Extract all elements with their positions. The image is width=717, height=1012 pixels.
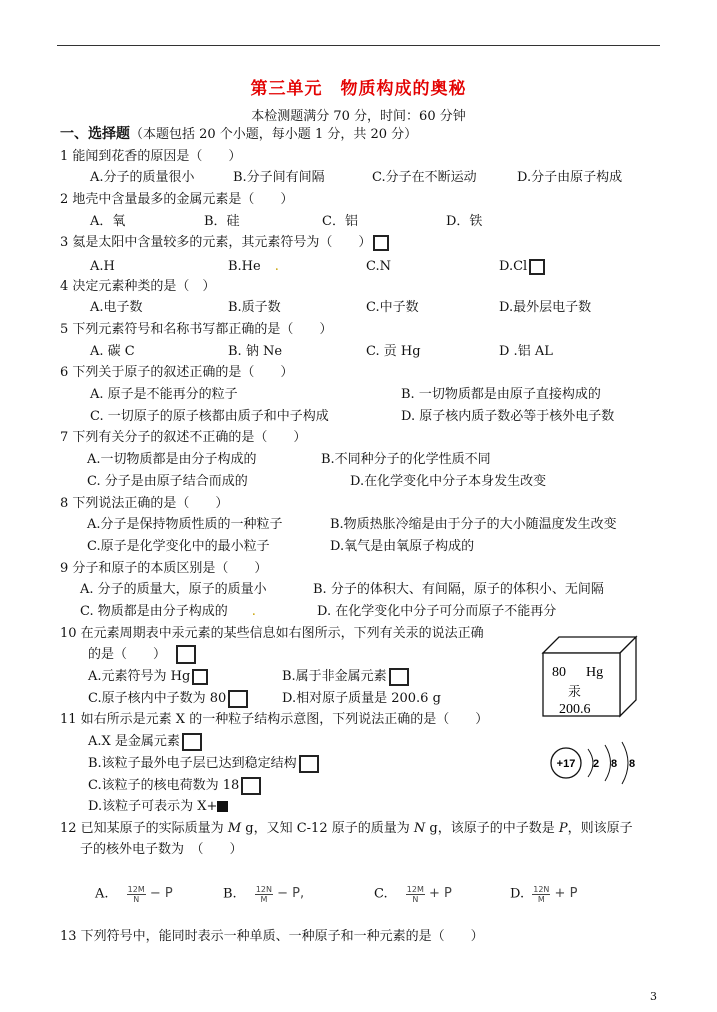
fraction-denominator: M: [260, 894, 268, 904]
q2-stem: 2 地壳中含量最多的金属元素是（ ）: [60, 192, 294, 207]
fraction-denominator: N: [133, 894, 140, 904]
q12-stem-part: ，则该原子: [567, 821, 633, 836]
answer-box: [373, 235, 389, 251]
q4-stem: 4 决定元素种类的是（ ）: [60, 279, 216, 294]
q12-option-d-label: D.: [510, 886, 525, 902]
section-note: （本题包括 20 个小题，每小题 1 分，共 20 分）: [130, 127, 418, 142]
q4-option-c: C.中子数: [366, 300, 419, 315]
expression-tail: − P: [149, 886, 173, 901]
q3-option-a: A.H: [90, 259, 115, 274]
q12-stem-part: 12 已知某原子的实际质量为: [60, 821, 228, 836]
q10-option-b-line: [282, 667, 409, 687]
q13-stem: 13 下列符号中，能同时表示一种单质、一种原子和一种元素的是（ ）: [60, 929, 484, 944]
fraction: [406, 885, 425, 904]
q8-option-d: D.氧气是由氧原子构成的: [330, 539, 475, 554]
q5-option-b: B. 钠 Ne: [228, 344, 283, 359]
q11-option-a-line: [88, 732, 202, 752]
q10-option-c: C.原子核内中子数为 80: [88, 691, 227, 706]
q12-stem-part: g，该原子的中子数是: [425, 821, 559, 836]
q12-var-n: N: [413, 821, 426, 836]
q5-stem: 5 下列元素符号和名称书写都正确的是（ ）: [60, 322, 333, 337]
q1-stem: 1 能闻到花香的原因是（ ）: [60, 149, 242, 164]
q7-stem: 7 下列有关分子的叙述不正确的是（ ）: [60, 430, 307, 445]
q12-stem-part: g，又知 C-12 原子的质量为: [241, 821, 414, 836]
section-heading: 一、选择题: [60, 126, 130, 142]
q9-option-d: D. 在化学变化中分子可分而原子不能再分: [317, 604, 557, 619]
q4-option-a: A.电子数: [90, 300, 143, 315]
q1-option-c: C.分子在不断运动: [372, 170, 477, 185]
q6-option-b: B. 一切物质都是由原子直接构成的: [401, 387, 601, 402]
q9-option-c-line: C. 物质都是由分子构成的 .: [80, 604, 256, 619]
q7-option-a: A.一切物质都是由分子构成的: [87, 452, 257, 467]
q8-option-c: C.原子是化学变化中的最小粒子: [87, 539, 270, 554]
q1-option-d: D.分子由原子构成: [517, 170, 623, 185]
answer-box: [299, 755, 319, 773]
fraction-denominator: N: [412, 894, 419, 904]
answer-box: [176, 645, 196, 664]
q10-option-c-line: [88, 689, 248, 709]
shell2-electrons: 8: [610, 758, 618, 770]
nucleus-charge: +17: [556, 758, 576, 770]
atomic-mass: 200.6: [559, 702, 591, 717]
q3-option-b: B.He: [228, 259, 261, 274]
q12-var-m: M: [227, 821, 242, 836]
q5-option-a: A. 碳 C: [90, 344, 135, 359]
fraction-numerator: 12N: [255, 884, 272, 894]
q10-option-a: A.元素符号为 Hg: [88, 669, 191, 684]
q3-stem: 3 氦是太阳中含量较多的元素，其元素符号为（ ）: [60, 235, 372, 250]
q9-stem: 9 分子和原子的本质区别是（ ）: [60, 561, 268, 576]
q1-option-a: A.分子的质量很小: [90, 170, 195, 185]
q9-option-a: A. 分子的质量大，原子的质量小: [80, 582, 267, 597]
q10-stem: 10 在元素周期表中汞元素的某些信息如右图所示，下列有关汞的说法正确: [60, 626, 484, 641]
q11-option-a: A.X 是金属元素: [88, 734, 180, 749]
q10-stem2: 的是（ ）: [88, 647, 167, 662]
fraction-numerator: 12M: [127, 884, 145, 894]
q8-option-b: B.物质热胀冷缩是由于分子的大小随温度发生改变: [330, 517, 617, 532]
page-title: 第三单元 物质构成的奥秘: [250, 79, 467, 99]
q12-option-c: [374, 884, 452, 904]
filled-box: [217, 801, 228, 812]
q12-option-a-label: A.: [95, 886, 109, 902]
element-symbol: Hg: [586, 665, 604, 680]
q6-stem: 6 下列关于原子的叙述正确的是（ ）: [60, 365, 294, 380]
q7-option-c: C. 分子是由原子结合而成的: [87, 474, 248, 489]
answer-box: [192, 669, 208, 685]
q6-option-a: A. 原子是不能再分的粒子: [90, 387, 238, 402]
q12-var-p: P: [558, 821, 568, 836]
q3-option-c: C.N: [366, 259, 391, 274]
answer-box: [228, 690, 248, 708]
q11-option-b-line: [88, 754, 319, 774]
shell3-electrons: 8: [628, 758, 636, 770]
q6-option-d: D. 原子核内质子数必等于核外电子数: [401, 409, 615, 424]
q3-option-d: D.Cl: [499, 259, 528, 274]
q1-option-b: B.分子间有间隔: [233, 170, 325, 185]
q11-stem: 11 如右所示是元素 X 的一种粒子结构示意图，下列说法正确的是（ ）: [60, 712, 489, 727]
q2-option-c: C．铝: [322, 214, 358, 229]
q12-option-a: [95, 884, 173, 904]
answer-box: [529, 259, 545, 275]
expression-tail: + P: [429, 886, 452, 901]
element-name: 汞: [568, 685, 582, 700]
q12-option-d: [510, 884, 577, 904]
q12-stem-line: [60, 819, 633, 839]
q2-option-b: B．硅: [204, 214, 240, 229]
exam-info: 本检测题满分 70 分，时间：60 分钟: [251, 109, 466, 124]
q8-stem: 8 下列说法正确的是（ ）: [60, 496, 229, 511]
q10-stem2-line: [88, 645, 196, 665]
q11-option-d: D.该粒子可表示为 X+: [88, 799, 218, 814]
answer-box: [182, 733, 202, 751]
q9-option-b: B. 分子的体积大、有间隔，原子的体积小、无间隔: [313, 582, 604, 597]
q12-option-b-label: B.: [223, 886, 237, 902]
q12-option-c-label: C.: [374, 886, 388, 902]
q11-option-c-line: [88, 776, 261, 796]
fraction: [127, 885, 146, 904]
q7-option-d: D.在化学变化中分子本身发生改变: [350, 474, 547, 489]
q9-option-c: C. 物质都是由分子构成的: [80, 604, 228, 619]
mercury-element-card: [540, 634, 640, 718]
header-rule: [57, 45, 660, 46]
q10-option-d: D.相对原子质量是 200.6 g: [282, 691, 441, 706]
answer-box: [241, 777, 261, 795]
answer-box: [389, 668, 409, 686]
q12-option-b: [223, 884, 304, 904]
q12-stem2: 子的核外电子数为 （ ）: [80, 842, 243, 857]
expression-tail: + P: [554, 886, 578, 901]
fraction: [255, 885, 273, 904]
fraction-numerator: 12M: [406, 884, 424, 894]
section-header: [60, 124, 417, 144]
page-number: 3: [650, 990, 657, 1003]
q8-option-a: A.分子是保持物质性质的一种粒子: [87, 517, 283, 532]
atom-structure-diagram: [544, 738, 644, 788]
q6-option-c: C. 一切原子的原子核都由质子和中子构成: [90, 409, 329, 424]
q5-option-d: D .铝 AL: [499, 344, 553, 359]
q4-option-b: B.质子数: [228, 300, 281, 315]
q3-stem-line: [60, 233, 389, 253]
q11-option-d-line: [88, 797, 228, 817]
q3-option-d-line: [499, 257, 545, 277]
q10-option-a-line: [88, 667, 208, 687]
q2-option-d: D．铁: [446, 214, 483, 229]
q7-option-b: B.不同种分子的化学性质不同: [321, 452, 491, 467]
q4-option-d: D.最外层电子数: [499, 300, 592, 315]
q3-option-b-line: B.He .: [228, 259, 279, 274]
q10-option-b: B.属于非金属元素: [282, 669, 387, 684]
expression-tail: − P,: [277, 886, 305, 901]
q11-option-c: C.该粒子的核电荷数为 18: [88, 778, 240, 793]
q2-option-a: A．氧: [90, 214, 126, 229]
atomic-number: 80: [552, 665, 566, 680]
fraction: [532, 885, 550, 904]
q11-option-b: B.该粒子最外电子层已达到稳定结构: [88, 756, 297, 771]
fraction-numerator: 12N: [533, 884, 550, 894]
q5-option-c: C. 贡 Hg: [366, 344, 421, 359]
fraction-denominator: M: [537, 894, 545, 904]
shell1-electrons: 2: [592, 758, 600, 770]
